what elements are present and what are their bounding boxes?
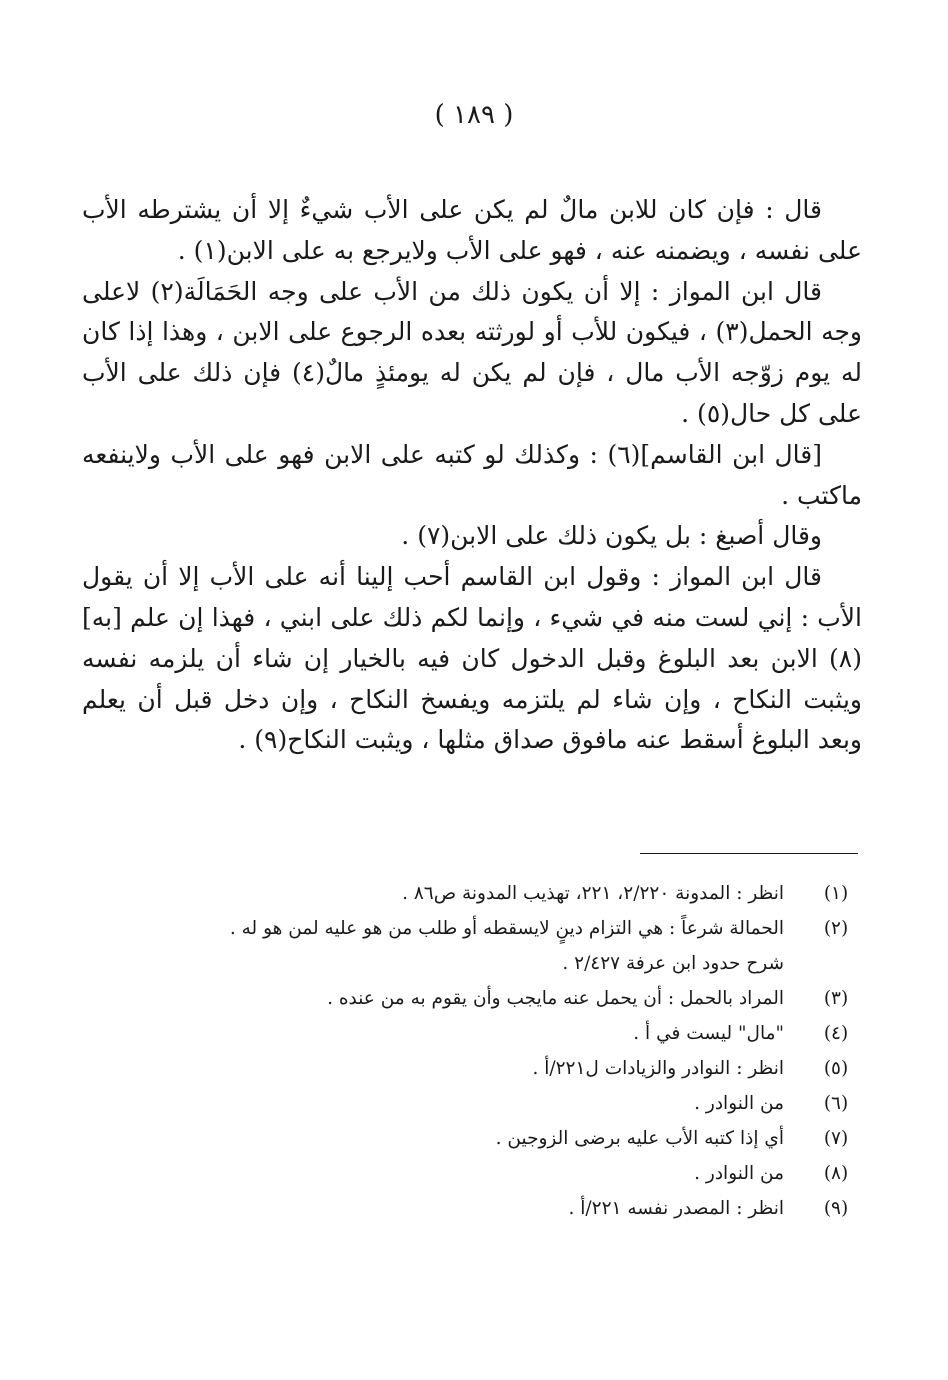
footnote-line: أي إذا كتبه الأب عليه برضى الزوجين . [495,1128,784,1149]
footnotes [82,876,862,1226]
footnote-number: (٥) [823,1058,849,1079]
footnote-line: انظر : المدونة ٢/٢٢٠، ٢٢١، تهذيب المدونة ص٨٦ . [402,883,784,904]
footnote [82,1121,862,1156]
footnote-text [82,1016,810,1051]
footnote [82,1086,862,1121]
footnote [82,1156,862,1191]
footnote [82,1016,862,1051]
footnote-text [82,876,810,911]
paragraph: قال : فإن كان للابن مالٌ لم يكن على الأب شيءٌ إلا أن يشترطه الأب على نفسه ، ويضمنه عنه ، فهو على الأب ولايرجع به على الابن(١) . [82,195,862,265]
footnote [82,981,862,1016]
footnote-text [82,981,810,1016]
footnote [82,876,862,911]
footnote-number: (٨) [823,1163,849,1184]
footnote-text [82,1156,810,1191]
paragraph: قال ابن المواز : إلا أن يكون ذلك من الأب على وجه الحَمَالَة(٢) لاعلى وجه الحمل(٣) ، فيكون للأب أو لورثته بعده الرجوع على الابن ، وهذا إذا كان له يوم زوّجه الأب مال ، فإن لم يكن له يومئذٍ مالٌ(٤) فإن ذلك على الأب على كل حال(٥) . [82,276,863,428]
footnote-text [82,1051,810,1086]
footnote-text [82,1191,810,1226]
paragraph: قال ابن المواز : وقول ابن القاسم أحب إلينا أنه على الأب إلا أن يقول الأب : إني لست منه في شيء ، وإنما لكم ذلك على ابني ، فهذا إن علم [به](٨) الابن بعد البلوغ وقبل الدخول كان فيه بالخيار إن شاء أن يلزمه نفسه ويثبت النكاح ، وإن شاء لم يلتزمه ويفسخ النكاح ، وإن دخل قبل أن يعلم وبعد البلوغ أسقط عنه مافوق صداق مثلها ، ويثبت النكاح(٩) . [82,562,862,755]
footnote-line: المراد بالحمل : أن يحمل عنه مايجب وأن يقوم به من عنده . [327,988,784,1009]
footnote-text [82,1121,810,1156]
footnote-number: (٩) [823,1198,849,1219]
footnote-line: انظر : النوادر والزيادات ل٢٢١/أ . [532,1058,784,1079]
footnote-number: (٤) [823,1023,849,1044]
footnote-line: من النوادر . [694,1093,784,1114]
footnote-number: (١) [823,883,849,904]
paragraph: [قال ابن القاسم](٦) : وكذلك لو كتبه على الابن فهو على الأب ولاينفعه ماكتب . [82,439,862,510]
footnote [82,911,862,981]
page-number: ( ١٨٩ ) [434,100,514,130]
footnote [82,1051,862,1086]
footnote-line: من النوادر . [694,1163,784,1184]
footnote-number: (٣) [823,988,849,1009]
footnote-line: "مال" ليست في أ . [633,1023,784,1044]
footnote-line: شرح حدود ابن عرفة ٢/٤٢٧ . [562,953,784,974]
footnote-divider [640,853,858,854]
footnote-line: الحمالة شرعاً : هي التزام دينٍ لايسقطه أو طلب من هو عليه لمن هو له . [229,918,784,939]
footnote-number: (٧) [823,1128,849,1149]
paragraph: وقال أصبغ : بل يكون ذلك على الابن(٧) . [401,521,822,551]
footnote-number: (٦) [823,1093,849,1114]
footnote-text [82,1086,810,1121]
footnote-text [82,911,810,981]
footnote [82,1191,862,1226]
main-text [82,190,862,761]
footnote-line: انظر : المصدر نفسه ٢٢١/أ . [568,1198,784,1219]
footnote-number: (٢) [823,918,849,939]
